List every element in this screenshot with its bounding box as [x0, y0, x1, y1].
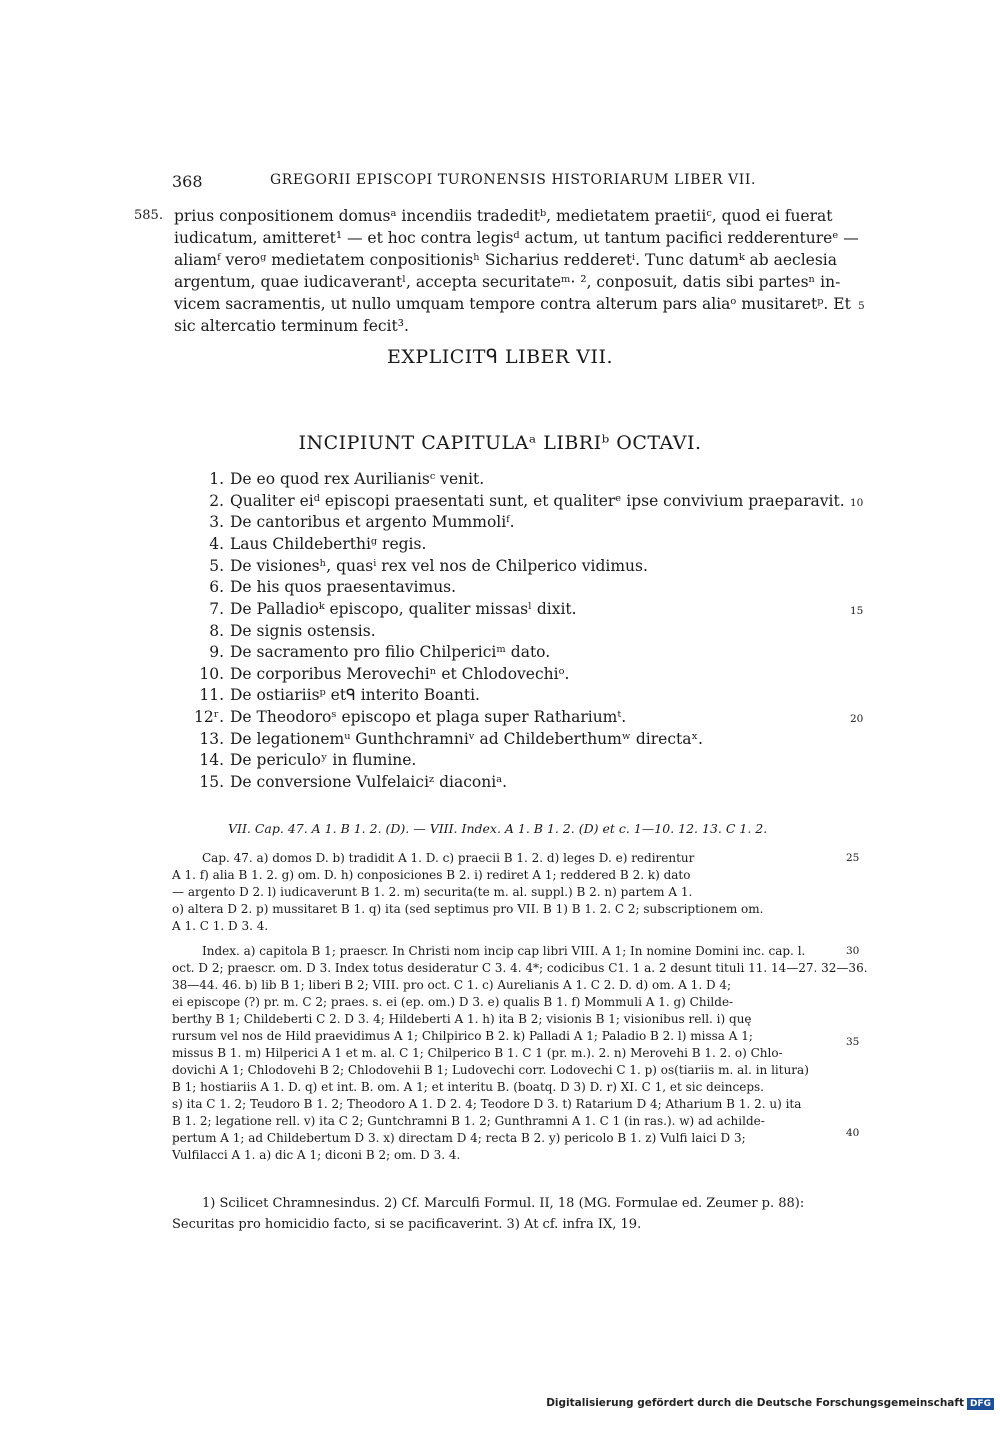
apparatus-line: pertum A 1; ad Childebertum D 3. x) directam D 4; recta B 2. y) pericolo B 1. z) Vulfi laici D 3;	[172, 1131, 746, 1145]
margin-line-number: 15	[850, 605, 864, 617]
digitization-text: Digitalisierung gefördert durch die Deutsche Forschungsgemeinschaft	[546, 1397, 964, 1409]
chapter-title: De visionesʰ, quasⁱ rex vel nos de Chilperico vidimus.	[230, 557, 648, 575]
chapter-title: De Theodoroˢ episcopo et plaga super Rathariumᵗ.	[230, 708, 627, 726]
chapter-number: 13.	[199, 730, 224, 748]
chapter-number: 15.	[199, 773, 224, 791]
chapter-title: De Palladioᵏ episcopo, qualiter missasˡ dixit.	[230, 600, 577, 618]
margin-line-number: 40	[846, 1127, 860, 1139]
chapter-title: De periculoʸ in flumine.	[230, 751, 417, 769]
chapter-number: 12ʳ.	[193, 708, 224, 726]
chapter-title: De cantoribus et argento Mummoliᶠ.	[230, 513, 515, 531]
chapter-title: Qualiter eiᵈ episcopi praesentati sunt, et qualiterᵉ ipse convivium praeparavit.	[230, 492, 845, 510]
chapter-title: Laus Childeberthiᵍ regis.	[230, 535, 427, 553]
footnote-line: 1) Scilicet Chramnesindus. 2) Cf. Marculfi Formul. II, 18 (MG. Formulae ed. Zeumer p. 88):	[202, 1196, 805, 1211]
chapter-number: 5.	[209, 557, 224, 575]
apparatus-line: B 1; hostiariis A 1. D. q) et int. B. om. A 1; et interitu B. (boatq. D 3) D. r) XI. C 1, et sic deinceps.	[172, 1080, 764, 1094]
chapter-title: De conversione Vulfelaiciᶻ diaconiᵃ.	[230, 773, 508, 791]
chapter-title: De signis ostensis.	[230, 622, 376, 640]
apparatus-line: B 1. 2; legatione rell. v) ita C 2; Guntchramni B 1. 2; Gunthramni A 1. C 1 (in ras.). w) ad achilde-	[172, 1114, 765, 1128]
chapter-title: De his quos praesentavimus.	[230, 578, 457, 596]
apparatus-line: dovichi A 1; Chlodovehi B 2; Chlodovehii B 1; Ludovechi corr. Lodovechi C 1. p) os(tiariis m. al. in litura)	[172, 1063, 809, 1077]
chapter-title: De corporibus Merovechiⁿ et Chlodovechiᵒ.	[230, 665, 570, 683]
margin-line-number: 20	[850, 713, 864, 725]
apparatus-line: Index. a) capitola B 1; praescr. In Christi nom incip cap libri VIII. A 1; In nomine Domini inc. cap. l.	[202, 944, 806, 958]
apparatus-line: Cap. 47. a) domos D. b) tradidit A 1. D. c) praecii B 1. 2. d) leges D. e) redirentur	[202, 851, 695, 865]
margin-line-number: 30	[846, 945, 860, 957]
digitization-credit	[546, 1397, 994, 1410]
chapter-title: De ostiariisᵖ etᑫ interito Boanti.	[230, 686, 480, 704]
chapter-number: 10.	[199, 665, 224, 683]
body-line: aliamᶠ veroᵍ medietatem conpositionisʰ Sicharius redderetⁱ. Tunc datumᵏ ab aeclesia	[174, 251, 838, 269]
body-line: vicem sacramentis, ut nullo umquam tempore contra alterum pars aliaᵒ musitaretᵖ. Et	[174, 295, 851, 313]
apparatus-line: Vulfilacci A 1. a) dic A 1; diconi B 2; om. D 3. 4.	[172, 1148, 461, 1162]
incipit-heading: INCIPIUNT CAPITULAᵃ LIBRIᵇ OCTAVI.	[298, 432, 702, 454]
body-line: argentum, quae iudicaverantˡ, accepta securitateᵐ· ², conposuit, datis sibi partesⁿ in-	[174, 273, 841, 291]
apparatus-line: s) ita C 1. 2; Teudoro B 1. 2; Theodoro A 1. D 2. 4; Teodore D 3. t) Ratarium D 4; Atharium B 1. 2. u) ita	[172, 1097, 802, 1111]
body-line: sic altercatio terminum fecit³.	[174, 317, 409, 335]
chapter-number: 1.	[209, 470, 224, 488]
chapter-number: 7.	[209, 600, 224, 618]
body-line: prius conpositionem domusᵃ incendiis tradeditᵇ, medietatem praetiiᶜ, quod ei fuerat	[174, 207, 833, 225]
chapter-number: 9.	[209, 643, 224, 661]
margin-line-number: 25	[846, 852, 860, 864]
chapter-number: 11.	[199, 686, 224, 704]
apparatus-line: berthy B 1; Childeberti C 2. D 3. 4; Hildeberti A 1. h) ita B 2; visionis B 1; visionibus rell. i) quę	[172, 1012, 752, 1026]
apparatus-line: 38—44. 46. b) lib B 1; liberi B 2; VIII. pro oct. C 1. c) Aurelianis A 1. C 2. D. d) om. A 1. D 4;	[172, 978, 732, 992]
running-title: GREGORII EPISCOPI TURONENSIS HISTORIARUM LIBER VII.	[270, 172, 757, 188]
chapter-title: De sacramento pro filio Chilpericiᵐ dato.	[230, 643, 551, 661]
apparatus-line: A 1. C 1. D 3. 4.	[172, 919, 269, 933]
apparatus-line: A 1. f) alia B 1. 2. g) om. D. h) conposiciones B 2. i) rediret A 1; reddered B 2. k) dato	[172, 868, 691, 882]
chapter-number: 2.	[209, 492, 224, 510]
margin-line-number: 35	[846, 1036, 860, 1048]
body-line: iudicatum, amitteret¹ — et hoc contra legisᵈ actum, ut tantum pacifici redderentureᵉ —	[174, 229, 859, 247]
margin-line-number: 5	[858, 300, 865, 312]
margin-line-number: 10	[850, 497, 864, 509]
chapter-number: 3.	[209, 513, 224, 531]
apparatus-line: o) altera D 2. p) mussitaret B 1. q) ita (sed septimus pro VII. B 1) B 1. 2. C 2; subscriptionem om.	[172, 902, 764, 916]
year-marker: 585.	[134, 208, 163, 223]
page-number: 368	[172, 172, 203, 191]
chapter-number: 6.	[209, 578, 224, 596]
apparatus-line: ei episcope (?) pr. m. C 2; praes. s. ei (ep. om.) D 3. e) qualis B 1. f) Mommuli A 1. g) Childe-	[172, 995, 734, 1009]
dfg-logo: DFG	[967, 1398, 994, 1410]
chapter-number: 14.	[199, 751, 224, 769]
chapter-number: 8.	[209, 622, 224, 640]
chapter-title: De legationemᵘ Gunthchramniᵛ ad Childeberthumʷ directaˣ.	[230, 730, 703, 748]
chapter-number: 4.	[209, 535, 224, 553]
apparatus-line: rursum vel nos de Hild praevidimus A 1; Chilpirico B 2. k) Palladi A 1; Paladio B 2. l) missa A 1;	[172, 1029, 753, 1043]
apparatus-line: oct. D 2; praescr. om. D 3. Index totus desideratur C 3. 4. 4*; codicibus C1. 1 a. 2 desunt tituli 11. 14—27. 32—36.	[172, 961, 868, 975]
apparatus-line: — argento D 2. l) iudicaverunt B 1. 2. m) securita(te m. al. suppl.) B 2. n) partem A 1.	[172, 885, 693, 899]
chapter-title: De eo quod rex Aurilianisᶜ venit.	[230, 470, 485, 488]
apparatus-line: missus B 1. m) Hilperici A 1 et m. al. C 1; Chilperico B 1. C 1 (pr. m.). 2. n) Merovehi B 1. 2. o) Chlo-	[172, 1046, 783, 1060]
explicit-heading: EXPLICITᑫ LIBER VII.	[386, 346, 614, 368]
footnote-line: Securitas pro homicidio facto, si se pacificaverint. 3) At cf. infra IX, 19.	[172, 1217, 642, 1232]
sources-line: VII. Cap. 47. A 1. B 1. 2. (D). — VIII. Index. A 1. B 1. 2. (D) et c. 1—10. 12. 13. C 1. 2.	[228, 821, 768, 836]
